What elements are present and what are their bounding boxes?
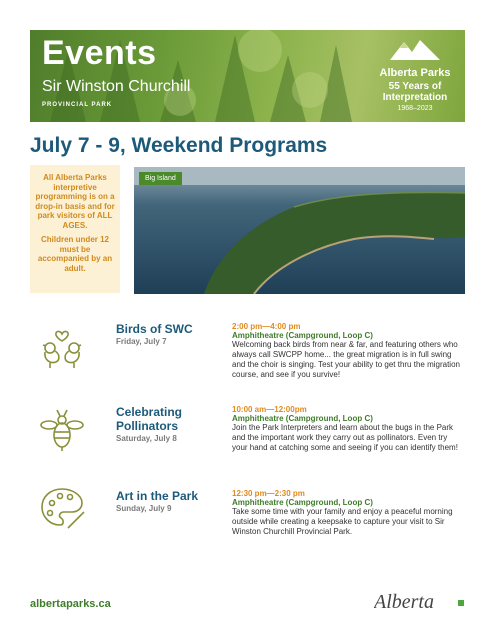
info-paragraph: Children under 12 must be accompanied by an adult. bbox=[37, 235, 113, 273]
program-time: 2:00 pm—4:00 pm bbox=[232, 322, 301, 331]
page-title: Events bbox=[42, 34, 157, 72]
program-name: Birds of SWC bbox=[116, 322, 193, 336]
program-date: Sunday, July 9 bbox=[116, 504, 172, 513]
alberta-parks-logo bbox=[371, 38, 459, 112]
info-box bbox=[30, 165, 120, 293]
big-island-photo bbox=[134, 167, 465, 294]
program-date: Friday, July 7 bbox=[116, 337, 167, 346]
program-time: 10:00 am—12:00pm bbox=[232, 405, 307, 414]
program-venue: Amphitheatre (Campground, Loop C) bbox=[232, 498, 373, 507]
anniversary-years: 1968–2023 bbox=[397, 105, 433, 112]
alberta-logo bbox=[374, 588, 466, 614]
photo-label: Big Island bbox=[139, 172, 182, 185]
program-description: Take some time with your family and enjoy a peaceful morning outside while creating a keepsake to capture your visit to Sir Winston Churchill Provincial Park. bbox=[232, 507, 453, 536]
program-venue: Amphitheatre (Campground, Loop C) bbox=[232, 414, 373, 423]
section-heading: July 7 - 9, Weekend Programs bbox=[30, 134, 328, 157]
program-name: Celebrating Pollinators bbox=[116, 405, 183, 433]
park-type: PROVINCIAL PARK bbox=[42, 102, 113, 108]
palette-brush-icon bbox=[38, 483, 86, 531]
program-name: Art in the Park bbox=[116, 489, 199, 503]
brand-name: Alberta Parks bbox=[379, 67, 451, 79]
program-venue: Amphitheatre (Campground, Loop C) bbox=[232, 331, 373, 340]
program-description: Join the Park Interpreters and learn about the bugs in the Park and the important work they carry out as pollinators. Even try your hand at catching some and seeing if you can identify them! bbox=[232, 423, 458, 452]
program-description: Welcoming back birds from near & far, and featuring others who always call SWCPP home... the great migration is in full swing and the choir is singing. Test your ability to get thru the migration course, and see if you survive! bbox=[232, 340, 460, 379]
program-date: Saturday, July 8 bbox=[116, 434, 177, 443]
bee-icon bbox=[38, 405, 86, 453]
header-banner bbox=[30, 30, 465, 122]
birds-heart-icon bbox=[38, 322, 86, 370]
logo-text: Alberta bbox=[374, 591, 434, 613]
mountain-icon bbox=[390, 38, 440, 60]
website-link[interactable]: albertaparks.ca bbox=[30, 598, 111, 610]
program-time: 12:30 pm—2:30 pm bbox=[232, 489, 305, 498]
info-paragraph: All Alberta Parks interpretive programming is on a drop-in basis and for park visitors of ALL AGES. bbox=[35, 173, 115, 230]
anniversary-text: 55 Years of Interpretation bbox=[382, 81, 448, 103]
park-name: Sir Winston Churchill bbox=[42, 78, 191, 95]
